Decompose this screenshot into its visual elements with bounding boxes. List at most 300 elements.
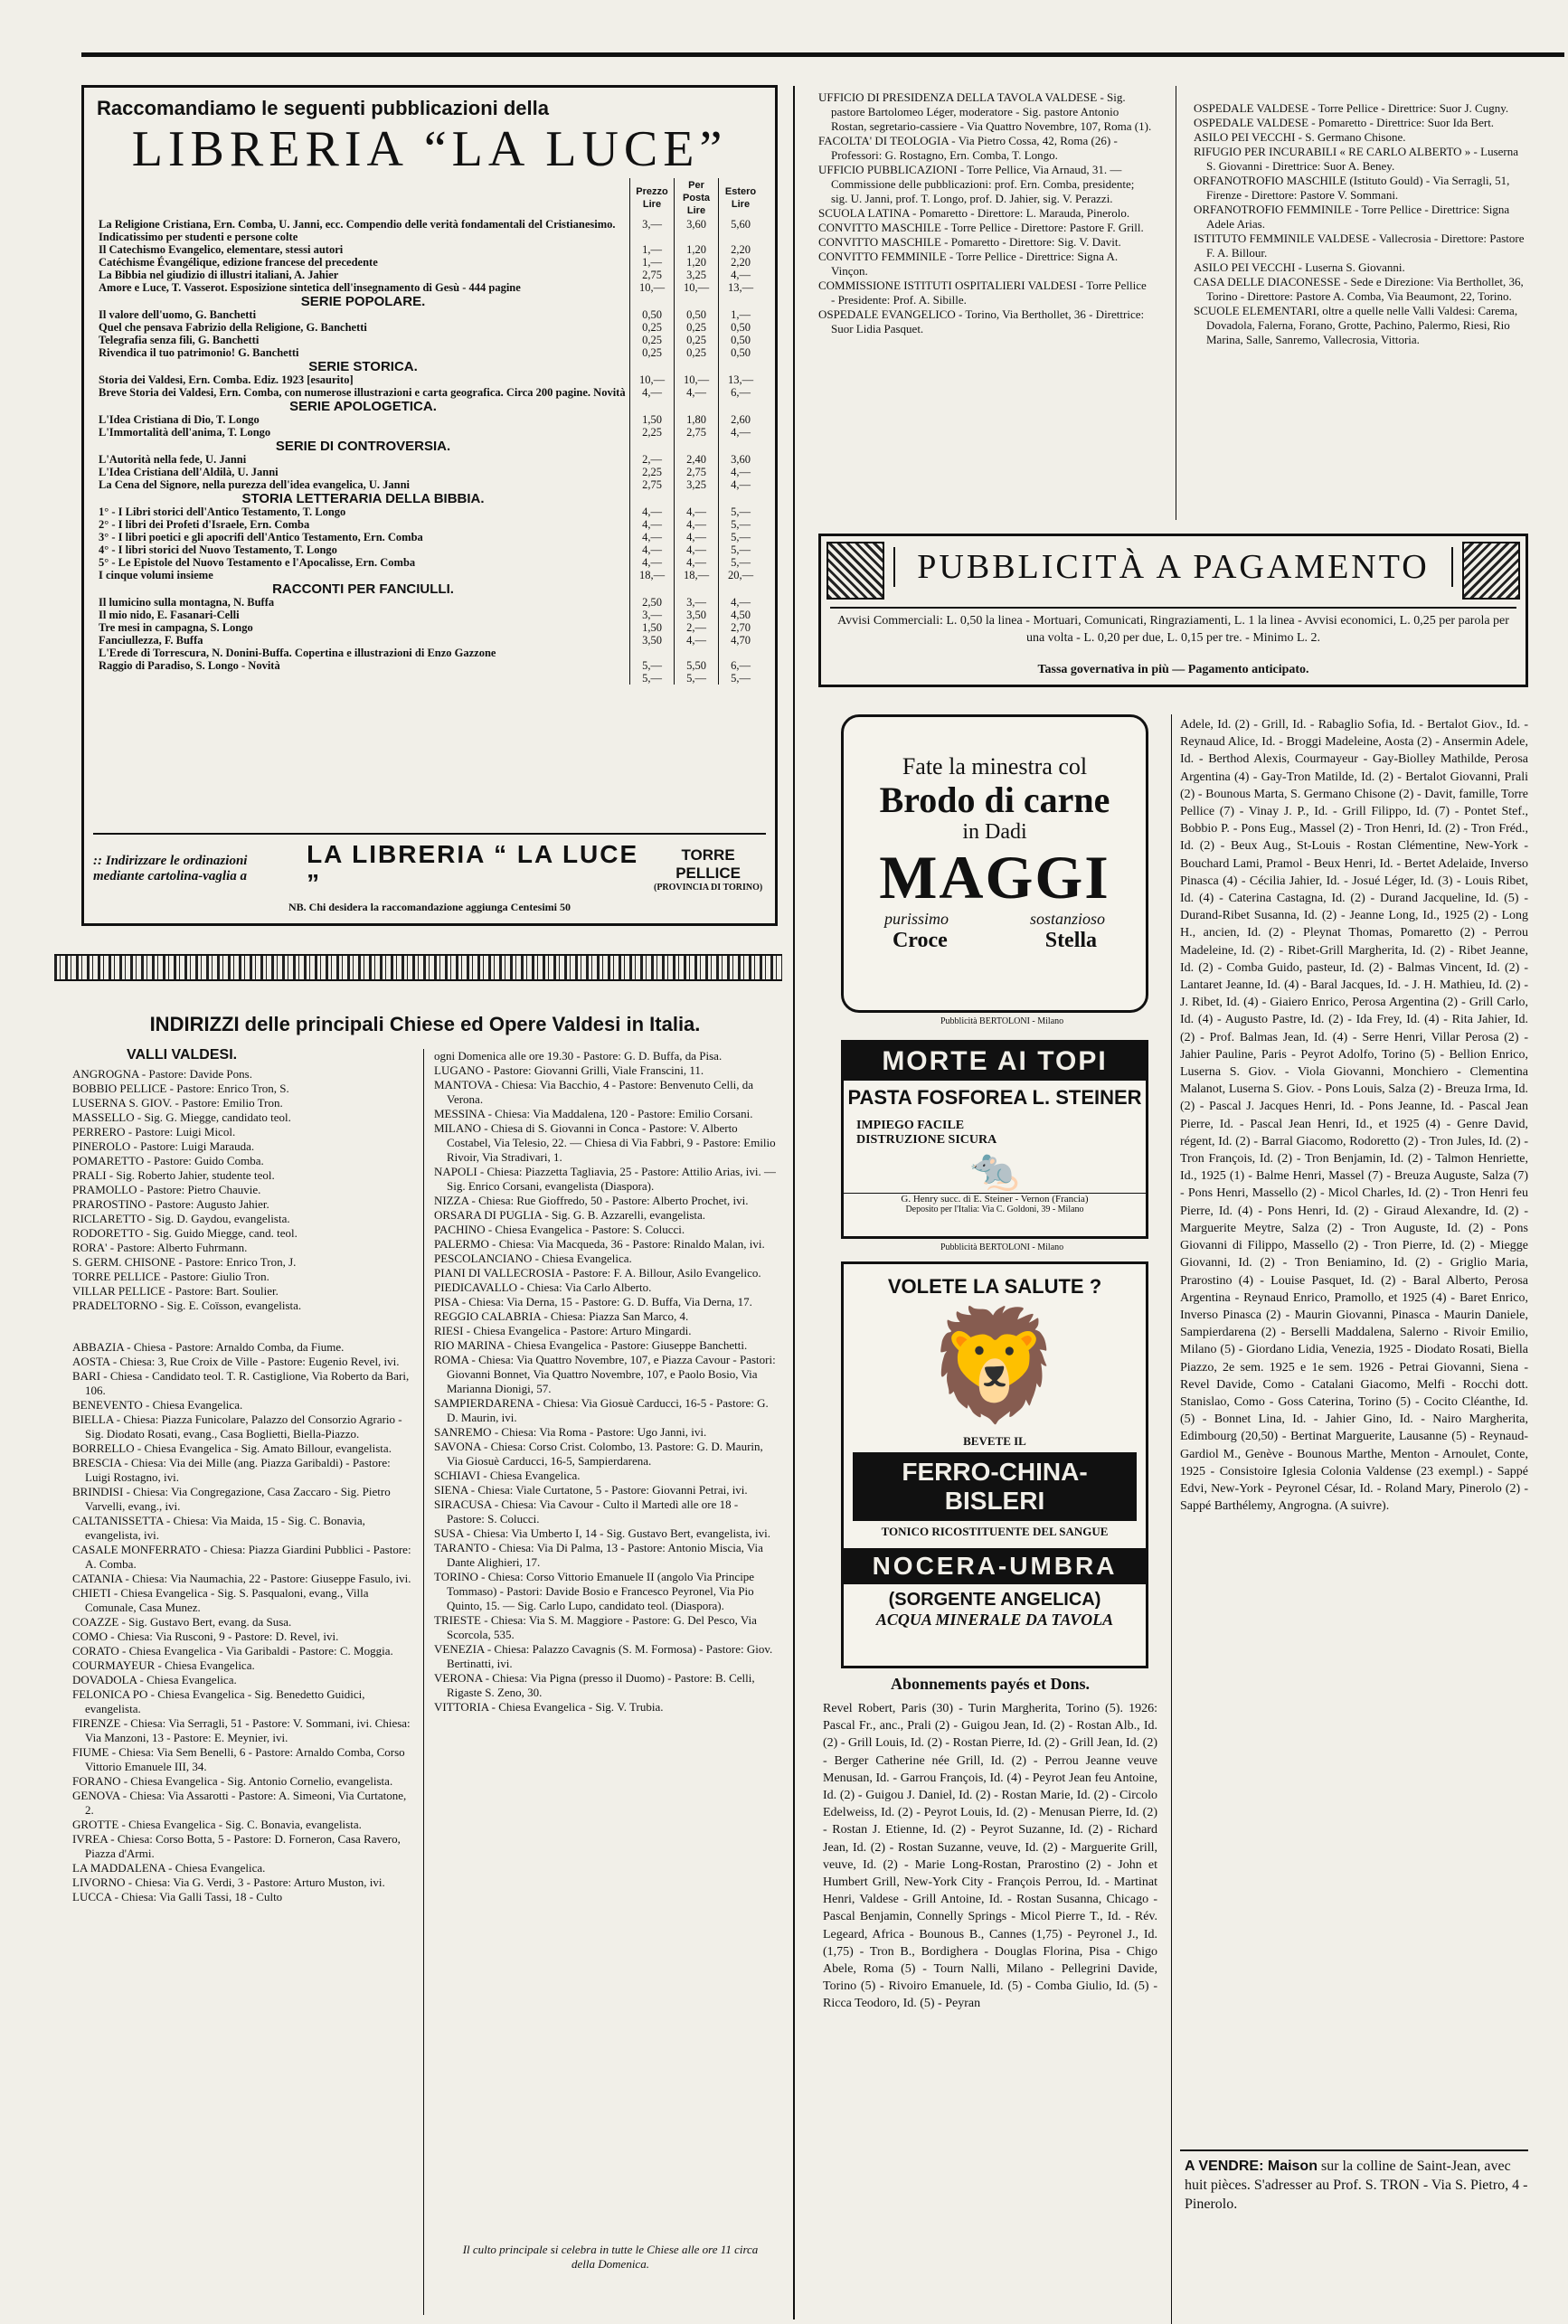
church-entry: SCHIAVI - Chiesa Evangelica. [434,1469,581,1482]
church-entry: LUSERNA S. GIOV. - Pastore: Emilio Tron. [72,1096,283,1110]
book-row [97,243,762,256]
church-entry: PIANI DI VALLECROSIA - Pastore: F. A. Billour, Asilo Evangelico. [434,1266,761,1280]
church-entry: MESSINA - Chiesa: Via Maddalena, 120 - Pastore: Emilio Corsani. [434,1107,753,1120]
top-rule [81,52,1564,57]
book-row [97,413,762,426]
footer-city: TORRE PELLICE [675,846,741,882]
book-title: Quel che pensava Fabrizio della Religione, G. Banchetti [99,321,367,334]
book-price: 0,25 [675,346,719,359]
abonnements-title: Abonnements payés et Dons. [890,1675,1091,1693]
church-entry: ROMA - Chiesa: Via Quattro Novembre, 107, e Piazza Cavour - Pastori: Giovanni Bonnet, Via Quattro Novembre, 107, e Paolo Bosio, Via Marianna Dionigi, 57. [434,1353,776,1395]
uffici-col [818,90,1153,543]
church-entry: RODORETTO - Sig. Guido Miegge, cand. teol. [72,1226,298,1240]
ornament-divider [54,954,782,981]
indirizzi-title: INDIRIZZI delle principali Chiese ed Opere Valdesi in Italia. [149,1013,701,1035]
abonnements-text: Revel Robert, Paris (30) - Turin Margherita, Torino (5). 1926: Pascal Fr., anc., Prali (2) - Guigou Jean, Id. (2) - Rostan Alb., Id. (2) - Grill Louis, Id. (2) - Rostan Pierre, Id. (2) - Grill Jean, Id. (2) - Berger Catherine née Grill, Id. (2) - Perrou Jeanne veuve Menusan, Id. - Garrou François, Id. (4) - Peyrot Jean feu Antoine, Id. (2) - Guigou J. Daniel, Id. (2) - Rostan Marie, Id. (2) - Circolo Edelweiss, Id. (2) - Peyrot Louis, Id. (2) - Menusan Pierre, Id. (2) - Rostan J. Etienne, Id. (2) - Peyrot Suzanne, Id. (2) - Richard Jean, Id. (2) - Rostan Suzanne, veuve, Id. (2) - Marguerite Grill, veuve, Id. (2) - Marie Long-Rostan, Prarostino (2) - John et Humbert Grill, New-York City - François Perrou, Id. - Martinat Henri, Valdese - Grill Antoine, Id. - Rostan Susanna, Chicago - Pascal Benjamin, Connelly Springs - Micol Pierre T., Id. - Rév. Legeard, Africa - Bounous B., Cannes (1,75) - Peyronel J., Id. (1,75) - Tron B., Bordighera - Douglas Florina, Pisa - Chigo Abele, Roma (5) - Tourn Nalli, Milano - Pellegrini Davide, Torino (5) - Rivoiro Emanuele, Id. (5) - Comba Giulio, Id. (5) - Ricca Teodoro, Id. (5) - Peyran [823,1702,1157,2011]
book-price: 13,— [719,373,763,386]
book-price: 4,— [719,596,763,609]
church-entry: LIVORNO - Chiesa: Via G. Verdi, 3 - Pastore: Arturo Muston, ivi. [72,1875,385,1889]
book-section-row [97,294,762,308]
book-title: 1° - I Libri storici dell'Antico Testamento, T. Longo [99,505,346,518]
church-entry: PRALI - Sig. Roberto Jahier, studente teol. [72,1168,275,1182]
maggi-line3: in Dadi [962,820,1027,844]
column-rule-3 [1171,714,1172,2324]
book-title: I cinque volumi insieme [99,569,213,581]
maggi-purissimo: purissimo [883,910,949,928]
ferro-line7: ACQUA MINERALE DA TAVOLA [875,1611,1114,1629]
book-title: La Bibbia nel giudizio di illustri italiani, A. Jahier [99,269,339,281]
church-entry: VERONA - Chiesa: Via Pigna (presso il Duomo) - Pastore: B. Celli, Rigaste S. Zeno, 30. [434,1671,755,1699]
book-section-title: SERIE DI CONTROVERSIA. [275,439,451,454]
book-price: 10,— [630,373,675,386]
book-row [97,672,762,685]
church-entry: ORSARA DI PUGLIA - Sig. G. B. Azzarelli, evangelista. [434,1208,706,1222]
book-price: 0,25 [675,334,719,346]
church-entry: FORANO - Chiesa Evangelica - Sig. Antonio Cornelio, evangelista. [72,1774,393,1788]
office-entry: CONVITTO MASCHILE - Torre Pellice - Direttore: Pastore F. Grill. [818,221,1144,234]
pubblicita-rates: Avvisi Commerciali: L. 0,50 la linea - Mortuari, Comunicati, Ringraziamenti, L. 1 la linea - Avvisi economici, L. 0,25 per parola per una volta - L. 0,20 per due, L. 0,15 per tre. - Minimo L. 2. [830,607,1516,647]
book-price: 2,70 [719,621,763,634]
book-price: 10,— [675,281,719,294]
book-title: 3° - I libri poetici e gli apocrifi dell'Antico Testamento, Ern. Comba [99,531,423,543]
ospedali-col [1194,101,1528,517]
book-price: 0,50 [675,308,719,321]
book-title: Il mio nido, E. Fasanari-Celli [99,609,240,621]
book-section-row [97,491,762,505]
book-title: L'Erede di Torrescura, N. Donini-Buffa. Copertina e illustrazioni di Enzo Gazzone [99,647,496,659]
book-price: 2,20 [719,256,763,269]
church-entry: BRINDISI - Chiesa: Via Congregazione, Casa Zaccaro - Sig. Pietro Varvelli, evang., ivi. [72,1485,391,1513]
topi-line4: G. Henry succ. di E. Steiner - Vernon (Francia) [844,1193,1146,1205]
church-entry: TORINO - Chiesa: Corso Vittorio Emanuele II (angolo Via Principe Tommaso) - Pastori: Davide Bosio e Francesco Peyronel, Via Pio Quinto, 15. — Sig. Carlo Lupo, candidato teol. (Diaspora). [434,1570,755,1612]
church-entry: COAZZE - Sig. Gustavo Bert, evang. da Susa. [72,1615,292,1629]
footer-note: NB. Chi desidera la raccomandazione aggiunga Centesimi 50 [288,901,571,913]
church-entry: PRADELTORNO - Sig. E. Coïsson, evangelista. [72,1299,302,1312]
column-rule-1 [423,1049,424,2315]
book-title: Il lumicino sulla montagna, N. Buffa [99,596,275,609]
book-price: 4,— [675,518,719,531]
church-entry: SAMPIERDARENA - Chiesa: Via Giosuè Carducci, 16-5 - Pastore: G. D. Maurin, ivi. [434,1396,769,1424]
church-entry: VITTORIA - Chiesa Evangelica - Sig. V. Trubia. [434,1700,664,1714]
book-title: Catéchisme Évangélique, edizione francese del precedente [99,256,378,269]
maggi-sostanzioso: sostanzioso [1029,910,1105,928]
book-title: Il Catechismo Evangelico, elementare, stessi autori [99,243,344,256]
church-entry: CALTANISSETTA - Chiesa: Via Maida, 15 - Sig. C. Bonavia, evangelista, ivi. [72,1514,365,1542]
book-price [719,647,763,659]
book-price: 2,75 [630,269,675,281]
church-entry: POMARETTO - Pastore: Guido Comba. [72,1154,264,1167]
church-entry: PISA - Chiesa: Via Derna, 15 - Pastore: G. D. Buffa, Via Derna, 17. [434,1295,752,1308]
book-section-title: STORIA LETTERARIA DELLA BIBBIA. [241,491,485,506]
book-price: 3,— [675,596,719,609]
book-price: 4,— [719,426,763,439]
church-entry: BRESCIA - Chiesa: Via dei Mille (ang. Piazza Garibaldi) - Pastore: Luigi Rostagno, ivi. [72,1456,391,1484]
book-price: 1,50 [630,621,675,634]
book-title: La Cena del Signore, nella purezza dell'idea evangelica, U. Janni [99,478,410,491]
avendre-text: sur la colline de Saint-Jean, avec huit pièces. S'adresser au Prof. S. TRON - Via S. Pietro, 4 - Pinerolo. [1185,2159,1528,2212]
book-row [97,346,762,359]
book-price: 2,75 [675,466,719,478]
church-entry: VILLAR PELLICE - Pastore: Bart. Soulier. [72,1284,279,1298]
maggi-credit: Pubblicità BERTOLONI - Milano [940,1016,1064,1026]
church-entry: TARANTO - Chiesa: Via Di Palma, 13 - Pastore: Antonio Miscia, Via Dante Alighieri, 17. [434,1541,763,1569]
book-price: 5,60 [719,218,763,243]
church-entry: NAPOLI - Chiesa: Piazzetta Tagliavia, 25 - Pastore: Attilio Arias, ivi. — Sig. Enrico Corsani, evangelista (Diaspora). [434,1165,776,1193]
book-row [97,256,762,269]
institution-entry: RIFUGIO PER INCURABILI « RE CARLO ALBERTO » - Luserna S. Giovanni - Direttrice: Suor A. Beney. [1194,145,1518,173]
topi-head: MORTE AI TOPI [844,1043,1146,1081]
ferro-line1: VOLETE LA SALUTE ? [887,1275,1102,1298]
book-row [97,596,762,609]
ferro-brand: FERRO-CHINA-BISLERI [853,1452,1137,1521]
avendre-ad [1185,2157,1528,2214]
church-entry: FIUME - Chiesa: Via Sem Benelli, 6 - Pastore: Arnaldo Comba, Corso Vittorio Emanuele III, 34. [72,1745,405,1773]
maggi-line1: Fate la minestra col [902,753,1088,779]
book-title: Fanciullezza, F. Buffa [99,634,203,647]
book-title: Storia dei Valdesi, Ern. Comba. Ediz. 1923 [esaurito] [99,373,354,386]
book-price: 4,— [675,543,719,556]
book-title: Rivendica il tuo patrimonio! G. Banchetti [99,346,299,359]
book-title: 2° - I libri dei Profeti d'Israele, Ern. Comba [99,518,310,531]
book-row [97,218,762,243]
book-price: 2,— [675,621,719,634]
book-price: 1,20 [675,256,719,269]
book-price: 0,50 [719,321,763,334]
book-title: Raggio di Paradiso, S. Longo - Novità [99,659,280,672]
book-price: 18,— [675,569,719,581]
office-entry: FACOLTA' DI TEOLOGIA - Via Pietro Cossa, 42, Roma (26) - Professori: G. Rostagno, Ern. Comba, T. Longo. [818,134,1118,162]
book-title: Telegrafia senza fili, G. Banchetti [99,334,260,346]
book-price: 10,— [630,281,675,294]
book-price: 2,25 [630,466,675,478]
book-row [97,647,762,659]
book-title [97,672,630,685]
topi-line5: Deposito per l'Italia: Via C. Goldoni, 39 - Milano [905,1205,1084,1214]
topi-line1: PASTA FOSFOREA L. STEINER [847,1086,1142,1109]
indirizzi-col1 [72,1067,414,2315]
rat-icon: 🐀 [969,1148,1020,1192]
church-entry: PACHINO - Chiesa Evangelica - Pastore: S. Colucci. [434,1223,685,1236]
book-title: Breve Storia dei Valdesi, Ern. Comba, con numerose illustrazioni e carta geografica. Circa 200 pagine. Novità [99,386,626,399]
book-row [97,556,762,569]
book-price: 13,— [719,281,763,294]
book-price: 2,25 [630,426,675,439]
libreria-heading: Raccomandiamo le seguenti pubblicazioni della [97,97,549,119]
church-entry: LUGANO - Pastore: Giovanni Grilli, Viale Franscini, 11. [434,1063,704,1077]
institution-entry: ORFANOTROFIO FEMMINILE - Torre Pellice - Direttrice: Signa Adele Arias. [1194,203,1510,231]
church-entry: TORRE PELLICE - Pastore: Giulio Tron. [72,1270,269,1283]
ferro-line5: NOCERA-UMBRA [844,1548,1146,1584]
church-entry: PERRERO - Pastore: Luigi Micol. [72,1125,236,1138]
church-entry: FIRENZE - Chiesa: Via Serragli, 51 - Pastore: V. Sommani, ivi. Chiesa: Via Manzoni, 13 - Pastore: E. Meynier, ivi. [72,1716,411,1744]
book-price: 5,— [719,543,763,556]
institution-entry: OSPEDALE VALDESE - Torre Pellice - Direttrice: Suor J. Cugny. [1194,101,1509,115]
church-entry: BORRELLO - Chiesa Evangelica - Sig. Amato Billour, evangelista. [72,1441,392,1455]
office-entry: CONVITTO MASCHILE - Pomaretto - Direttore: Sig. V. Davit. [818,235,1121,249]
church-entry: BIELLA - Chiesa: Piazza Funicolare, Palazzo del Consorzio Agrario - Sig. Diodato Rosati, evang., Casa Boglietti, Biella-Piazzo. [72,1412,402,1441]
church-entry: FELONICA PO - Chiesa Evangelica - Sig. Benedetto Guidici, evangelista. [72,1687,365,1715]
book-price: 3,25 [675,478,719,491]
book-title: Amore e Luce, T. Vasserot. Esposizione sintetica dell'insegnamento di Gesù - 444 pagine [99,281,521,294]
book-price: 5,— [719,672,763,685]
book-price: 5,— [719,505,763,518]
church-entry: VENEZIA - Chiesa: Palazzo Cavagnis (S. M. Formosa) - Pastore: Giov. Bertinatti, ivi. [434,1642,773,1670]
pubblicita-box [818,534,1528,687]
book-price: 0,50 [719,346,763,359]
pubblicita-tax: Tassa governativa in più — Pagamento anticipato. [1037,663,1309,676]
book-section-row [97,439,762,453]
col-header-estero: Estero Lire [719,178,763,218]
church-entry: PIEDICAVALLO - Chiesa: Via Carlo Alberto. [434,1280,652,1294]
book-row [97,386,762,399]
book-price: 5,— [719,556,763,569]
book-price: 0,25 [630,334,675,346]
continuation-text: Adele, Id. (2) - Grill, Id. - Rabaglio Sofia, Id. - Bertalot Giov., Id. - Reynaud Alice, Id. - Broggi Madeleine, Aosta (2) - Ansermin Adele, Id. - Berthod Alexis, Courmayeur - Gay-Biolley Mathilde, Perosa Argentina (4) - Gay-Tron Matilde, Id. (2) - Bertalot Giovanni, Prali (2) - Bounous Marta, S. Germano Chisone (2) - Davit, famille, Torre Pellice (7) - Vinay J. P., Id. - Grill Filippo, Id. (7) - Pontet Stef., Bobbio P. - Pons Eug., Massel (2) - Tron Henri, Id. (2) - Tron Fréd., Id. (2) - Beux Aug., St-Louis - Rostan Clémentine, New-York - Bouchard Lami, Pramol - Beux Henri, Id. - Bertet Adelaide, Inverso Pinasca (4) - Cécilia Jahier, Id. - Josué Léger, Id. (3) - Louis Ribet, Id. (4) - Caterina Castagna, Id. (2) - Durand Jacqueline, Id. (5) - Durand-Ribet Susanna, Id. (2) - Jeanne Long, Id., 1925 (2) - Long H., ancien, Id. (2) - Pleynat Thomas, Pomaretto (2) - Perrou Madeleine, Id. (2) - Ribet-Grill Margherita, Id. (2) - Ribet Jeanne, Id. (2) - Comba Guido, pasteur, Id. (2) - Balmas Vincent, Id. (2) - Lantaret Jeanne, Id. (4) - Baral Jacques, Id. - J. H. Mathieu, Id. (2) - J. Ribet, Id. (4) - Giaiero Enrico, Perosa Argentina (2) - Grill Carlo, Id. (4) - Augusto Pastre, Id. (2) - Ida Frey, Id. (4) - Rita Jahier, Id. (2) - Prof. Balmas Jean, Id. (4) - Serre Henri, Villar Perosa (2) - Jahier Pauline, Paris - Peyrot Adolfo, Torino (5) - Bellion Enrico, Luserna S. Giov. - Viola Giovanni, Monchiero - Clementina Malanot, Luserna S. Giov. - Pons Louis, Salza (2) - Breuza Irma, Id. (2) - Pascal J. Jacques Henri, Id. - Pons Jeanne, Id. - Pascal Jean Pierre, Id. - Pascal Jean Henri, Id., et 1925 (4) - Genre David, régent, Id. (2) - Barral Giacomo, Rodoretto (2) - Tron Jules, Id. (2) - Tron François, Id. (2) - Tron Benjamin, Id. (2) - Talmon Henriette, Id., 1925 (1) - Balme Henri, Massel (7) - Breuza Auguste, Salza (7) - Pons Henri, Massello (2) - Micol Charles, Id. (2) - Tron Henri feu Pierre, Id. (4) - Pons Henri, Id. (2) - Giraud Alexandre, Id. (2) - Marguerite Meytre, Salza (2) - Tron Auguste, Id. (2) - Pons Giovanni di Filippo, Massello (2) - Tron Pierre, Id. (2) - Miegge Giovanni, Id. (2) - Tron Beniamino, Id. (2) - Griglio Maria, Prarostino (4) - Louise Pasquet, Id. (2) - Baral Alberto, Perosa Argentina - Reynaud Enrico, Pramollo, et 1925 (4) - Baret Enrico, Inverso Pinasca (2) - Maurin Giovanni, Pinasca - Maurin Daniele, Sampierdarena (2) - Berselli Maddalena, Salerno - Rivoir Emilio, Milano (5) - Giordano Lidia, Venezia, 1925 - Diodato Rosati, Biella Piazzo, 2e sem. 1925 e 1e sem. 1926 - Petrai Giovanni, Siena - Revel Davide, Como - Catalani Giacomo, Melfi - Rocchi dott. Stanislao, Como - Goss Caterina, Torino (5) - Cocito Cléanthe, Id. (5) - Bonnet Lina, Id. - Jahier Gino, Id. - Nairo Margherita, Edimbourg (20,50) - Bertinat Marguerite, Lausanne (5) - Reynaud-Gardiol M., Genève - Bounous Marthe, Menton - Arnoulet, Conte, 1925 - Consistoire Iglesia Colonia Valdense (23 exempl.) - Sappé Edvi, New-York - Peyronel César, Id. - Roland Mary, Pinerolo (2) - Sappé Barthélemy, Angrogna. (A suivre). [1180,718,1528,1514]
church-entry: GENOVA - Chiesa: Via Assarotti - Pastore: A. Simeoni, Via Curtatone, 2. [72,1789,407,1817]
ornament-right-icon [1462,542,1520,600]
book-row [97,334,762,346]
church-entry: MILANO - Chiesa di S. Giovanni in Conca - Pastore: V. Alberto Costabel, Via Telesio, 22. — Chiesa di Via Fabbri, 9 - Pastore: Emilio Rivoir, Via Stradivari, 1. [434,1121,776,1164]
ferro-line4: TONICO RICOSTITUENTE DEL SANGUE [881,1525,1109,1538]
book-price: 3,— [630,218,675,243]
church-entry: PALERMO - Chiesa: Via Macqueda, 36 - Pastore: Rinaldo Malan, ivi. [434,1237,765,1251]
book-title: L'Immortalità dell'anima, T. Longo [99,426,271,439]
book-price: 5,— [719,518,763,531]
book-price: 2,75 [675,426,719,439]
book-price: 0,25 [630,321,675,334]
book-price: 2,60 [719,413,763,426]
avendre-rule [1180,2149,1528,2151]
church-entry: CASALE MONFERRATO - Chiesa: Piazza Giardini Pubblici - Pastore: A. Comba. [72,1543,411,1571]
ferro-china-ad [841,1261,1148,1668]
book-price [630,647,675,659]
book-section-title: SERIE POPOLARE. [300,294,426,309]
book-price: 2,20 [719,243,763,256]
institution-entry: ORFANOTROFIO MASCHILE (Istituto Gould) - Via Serragli, 51, Firenze - Direttore: Pastore V. Sommani. [1194,174,1510,202]
maggi-line2: Brodo di carne [879,779,1110,820]
institution-entry: OSPEDALE VALDESE - Pomaretto - Direttrice: Suor Ida Bert. [1194,116,1495,129]
office-entry: UFFICIO DI PRESIDENZA DELLA TAVOLA VALDESE - Sig. pastore Bartolomeo Léger, moderatore - Sig. pastore Antonio Rostan, segretario-cassiere - Via Quattro Novembre, 107, Roma (1). [818,90,1152,133]
book-row [97,634,762,647]
book-row [97,621,762,634]
book-price: 1,20 [675,243,719,256]
book-price: 3,60 [719,453,763,466]
book-row [97,531,762,543]
book-price: 4,— [675,505,719,518]
book-price: 0,25 [675,321,719,334]
ornament-left-icon [827,542,884,600]
maggi-stella: Stella [1044,929,1098,952]
book-title: Tre mesi in campagna, S. Longo [99,621,253,634]
church-entry: LUCCA - Chiesa: Via Galli Tassi, 18 - Culto [72,1890,283,1904]
book-price: 4,— [630,556,675,569]
office-entry: OSPEDALE EVANGELICO - Torino, Via Berthollet, 36 - Direttrice: Suor Lidia Pasquet. [818,307,1145,335]
book-row [97,505,762,518]
topi-line3: DISTRUZIONE SICURA [856,1133,997,1147]
book-price: 1,— [630,256,675,269]
institution-entry: CASA DELLE DIACONESSE - Sede e Direzione: Via Berthollet, 36, Torino - Direttore: Pastore A. Comba, Via Beaumont, 22, Torino. [1194,275,1524,303]
ferro-line6: (SORGENTE ANGELICA) [888,1590,1101,1610]
book-section-title: SERIE APOLOGETICA. [289,399,437,414]
church-entry: RORA' - Pastore: Alberto Fuhrmann. [72,1241,248,1254]
church-entry: NIZZA - Chiesa: Rue Gioffredo, 50 - Pastore: Alberto Prochet, ivi. [434,1194,749,1207]
book-title: L'Autorità nella fede, U. Janni [99,453,247,466]
book-price: 4,— [675,556,719,569]
book-price: 4,— [630,386,675,399]
church-entry [72,1313,414,1340]
office-entry: SCUOLA LATINA - Pomaretto - Direttore: L. Marauda, Pinerolo. [818,206,1130,220]
book-row [97,269,762,281]
book-price: 3,25 [675,269,719,281]
book-price: 1,50 [630,413,675,426]
institution-entry: ISTITUTO FEMMINILE VALDESE - Vallecrosia - Direttore: Pastore F. A. Billour. [1194,231,1525,260]
maggi-brand: MAGGI [879,843,1110,912]
office-entry: COMMISSIONE ISTITUTI OSPITALIERI VALDESI - Torre Pellice - Presidente: Prof. A. Sibille. [818,279,1147,307]
book-section-row [97,581,762,596]
book-price: 3,50 [630,634,675,647]
church-entry: S. GERM. CHISONE - Pastore: Enrico Tron, J. [72,1255,297,1269]
church-entry: PRAROSTINO - Pastore: Augusto Jahier. [72,1197,269,1211]
book-row [97,569,762,581]
church-entry: RICLARETTO - Sig. D. Gaydou, evangelista. [72,1212,290,1225]
church-entry: AOSTA - Chiesa: 3, Rue Croix de Ville - Pastore: Eugenio Revel, ivi. [72,1355,400,1368]
church-entry: LA MADDALENA - Chiesa Evangelica. [72,1861,266,1875]
book-price: 4,— [675,634,719,647]
book-price: 2,— [630,453,675,466]
book-price: 4,50 [719,609,763,621]
office-entry: CONVITTO FEMMINILE - Torre Pellice - Direttrice: Signa A. Vinçon. [818,250,1119,278]
church-entry: BOBBIO PELLICE - Pastore: Enrico Tron, S. [72,1082,289,1095]
book-row [97,281,762,294]
book-price: 3,60 [675,218,719,243]
culto-note: Il culto principale si celebra in tutte le Chiese alle ore 11 circa della Domenica. [462,2243,759,2271]
book-price [675,647,719,659]
church-entry: TRIESTE - Chiesa: Via S. M. Maggiore - Pastore: G. Del Pesco, Via Scorcola, 535. [434,1613,757,1641]
book-price: 0,50 [630,308,675,321]
book-price: 18,— [630,569,675,581]
book-price: 4,— [719,269,763,281]
libreria-title: LIBRERIA “LA LUCE” [131,121,728,177]
church-entry: PRAMOLLO - Pastore: Pietro Chauvie. [72,1183,261,1196]
church-entry: PESCOLANCIANO - Chiesa Evangelica. [434,1252,632,1265]
avendre-bold: A VENDRE: Maison [1185,2159,1318,2174]
book-price: 20,— [719,569,763,581]
institution-entry: SCUOLE ELEMENTARI, oltre a quelle nelle Valli Valdesi: Carema, Dovadola, Falerna, Forano, Grotte, Pachino, Palermo, Riesi, Rio Marina, Salle, Sanremo, Vallecrosia, Vittoria. [1194,304,1518,346]
book-price: 4,— [630,505,675,518]
book-row [97,659,762,672]
lion-icon: 🦁 [927,1306,1063,1426]
book-table [97,178,762,685]
book-row [97,321,762,334]
book-price: 5,50 [675,659,719,672]
office-entry: UFFICIO PUBBLICAZIONI - Torre Pellice, Via Arnaud, 31. — Commissione delle pubblicazioni: prof. Ern. Comba, presidente; sig. U. Janni, prof. T. Longo, prof. D. Jahier, sig. V. Perazzi. [818,163,1135,205]
book-title: L'Idea Cristiana di Dio, T. Longo [99,413,260,426]
church-entry: ABBAZIA - Chiesa - Pastore: Arnaldo Comba, da Fiume. [72,1340,345,1354]
book-price: 4,— [719,478,763,491]
footer-province: (PROVINCIA DI TORINO) [653,882,763,893]
topi-line2: IMPIEGO FACILE [856,1119,965,1132]
book-title: Il valore dell'uomo, G. Banchetti [99,308,257,321]
church-entry: MASSELLO - Sig. G. Miegge, candidato teol. [72,1110,291,1124]
institution-entry: ASILO PEI VECCHI - Luserna S. Giovanni. [1194,260,1405,274]
book-section-row [97,399,762,413]
church-entry: RIESI - Chiesa Evangelica - Pastore: Arturo Mingardi. [434,1324,692,1337]
book-row [97,308,762,321]
church-entry: BARI - Chiesa - Candidato teol. T. R. Castiglione, Via Roberto da Bari, 106. [72,1369,410,1397]
ferro-line2: BEVETE IL [963,1434,1026,1448]
book-price: 5,— [630,672,675,685]
church-entry: PINEROLO - Pastore: Luigi Marauda. [72,1139,255,1153]
church-entry: IVREA - Chiesa: Corso Botta, 5 - Pastore: D. Forneron, Casa Ravero, Piazza d'Armi. [72,1832,401,1860]
book-row [97,543,762,556]
book-price: 2,40 [675,453,719,466]
church-entry: CHIETI - Chiesa Evangelica - Sig. S. Pasqualoni, evang., Villa Comunale, Casa Munez. [72,1586,369,1614]
footer-libreria-name: LA LIBRERIA “ LA LUCE ” [307,840,639,897]
book-price: 2,50 [630,596,675,609]
church-entry: MANTOVA - Chiesa: Via Bacchio, 4 - Pastore: Benvenuto Celli, da Verona. [434,1078,754,1106]
church-entry: SAVONA - Chiesa: Corso Crist. Colombo, 13. Pastore: G. D. Maurin, Via Giosuè Carducci, 16-5, Sampierdarena. [434,1440,763,1468]
book-price: 6,— [719,386,763,399]
book-section-title: RACCONTI PER FANCIULLI. [272,581,454,597]
footer-instruction: :: Indirizzare le ordinazioni mediante cartolina-vaglia a [93,854,248,883]
church-entry: CORATO - Chiesa Evangelica - Via Garibaldi - Pastore: C. Moggia. [72,1644,393,1658]
book-row [97,518,762,531]
book-price: 4,— [630,531,675,543]
book-price: 1,— [719,308,763,321]
church-entry: REGGIO CALABRIA - Chiesa: Piazza San Marco, 4. [434,1309,689,1323]
book-price: 4,70 [719,634,763,647]
book-price: 4,— [630,543,675,556]
book-title: 5° - Le Epistole del Nuovo Testamento e l'Apocalisse, Ern. Comba [99,556,416,569]
book-row [97,478,762,491]
book-price: 3,50 [675,609,719,621]
book-price: 1,— [630,243,675,256]
book-row [97,466,762,478]
church-entry: BENEVENTO - Chiesa Evangelica. [72,1398,243,1412]
book-price: 5,— [630,659,675,672]
book-price: 4,— [675,386,719,399]
book-row [97,426,762,439]
center-rule [793,86,795,2319]
church-entry: SIRACUSA - Chiesa: Via Cavour - Culto il Martedì alle ore 18 - Pastore: S. Colucci. [434,1497,739,1526]
church-entry: COMO - Chiesa: Via Rusconi, 9 - Pastore: D. Revel, ivi. [72,1630,339,1643]
valli-subtitle: VALLI VALDESI. [127,1047,238,1063]
col-header-prezzo: Prezzo Lire [630,178,675,218]
book-price: 5,— [719,531,763,543]
maggi-croce: Croce [892,929,948,952]
book-price: 0,50 [719,334,763,346]
book-price: 4,— [719,466,763,478]
col-header-posta: Per Posta Lire [675,178,719,218]
book-price: 4,— [675,531,719,543]
book-price: 10,— [675,373,719,386]
book-title: 4° - I libri storici del Nuovo Testamento, T. Longo [99,543,337,556]
topi-ad [841,1040,1148,1239]
book-price: 5,— [675,672,719,685]
church-entry: ogni Domenica alle ore 19.30 - Pastore: G. D. Buffa, da Pisa. [434,1049,723,1063]
church-entry: SANREMO - Chiesa: Via Roma - Pastore: Ugo Janni, ivi. [434,1425,707,1439]
book-price: 4,— [630,518,675,531]
book-price: 0,25 [630,346,675,359]
pubblicita-title: PUBBLICITÀ A PAGAMENTO [893,547,1453,587]
institution-entry: ASILO PEI VECCHI - S. Germano Chisone. [1194,130,1406,144]
book-title: L'Idea Cristiana dell'Aldilà, U. Janni [99,466,279,478]
book-section-title: SERIE STORICA. [308,359,418,374]
book-price: 2,75 [630,478,675,491]
book-title: La Religione Cristiana, Ern. Comba, U. Janni, ecc. Compendio delle verità fondamentali del Cristianesimo. Indicatissimo per studenti e persone colte [99,218,616,243]
church-entry: DOVADOLA - Chiesa Evangelica. [72,1673,237,1686]
libreria-box [81,85,778,926]
